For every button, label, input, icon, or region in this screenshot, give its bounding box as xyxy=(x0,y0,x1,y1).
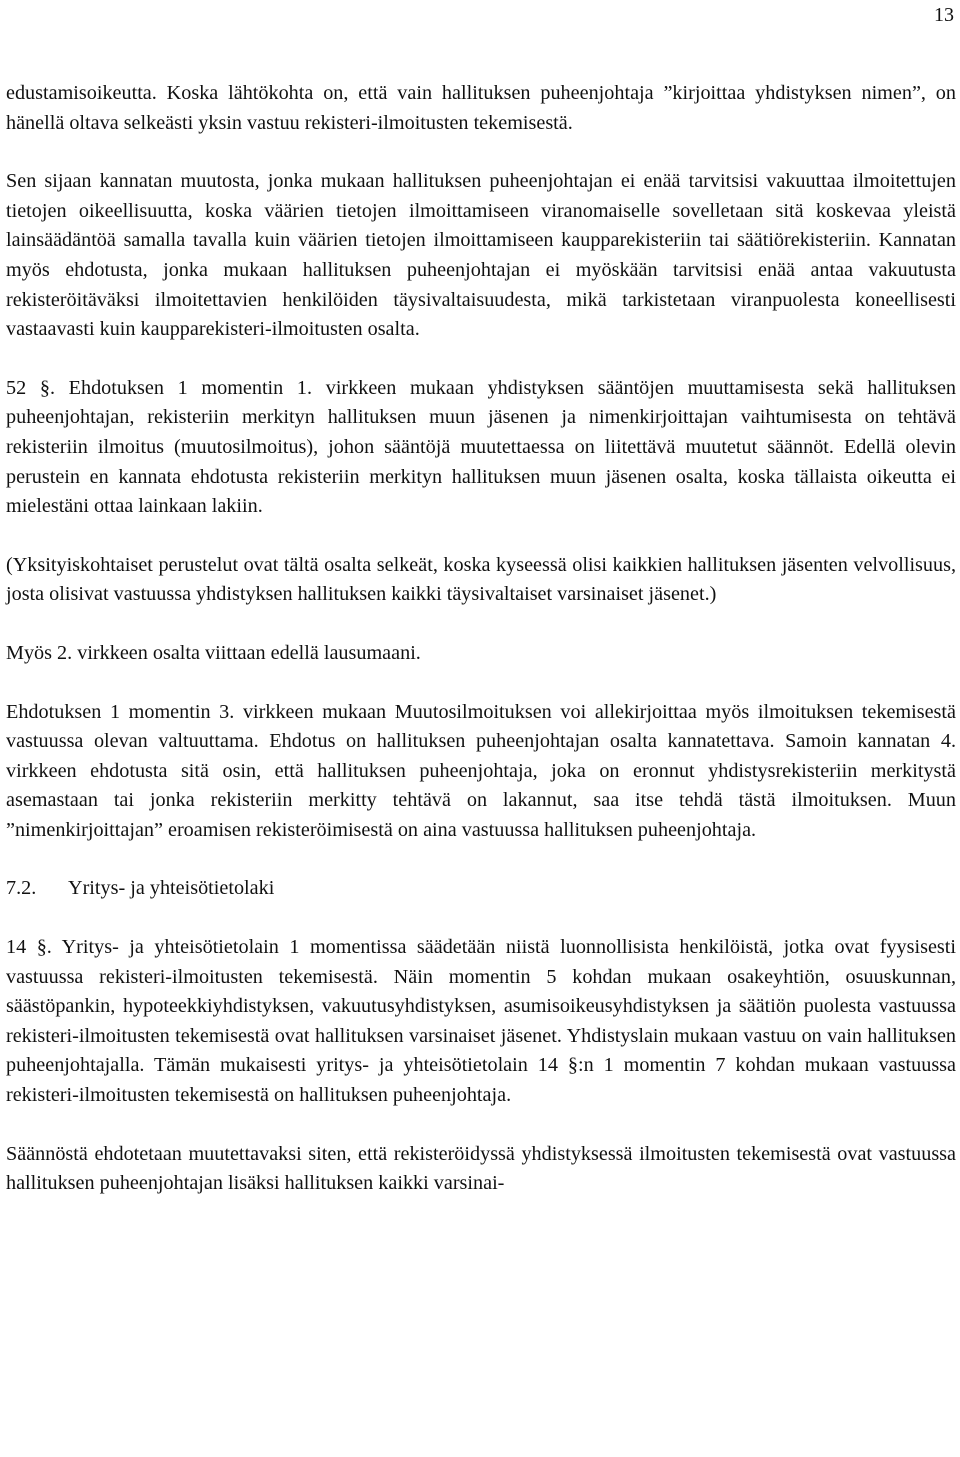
paragraph-14-section: 14 §. Yritys- ja yhteisötietolain 1 momentissa säädetään niistä luonnollisista henkilöistä, jotka ovat fyysisesti vastuussa rekisteri-ilmoitusten tekemisestä. Näin momentin 5 kohdan mukaan osakeyhtiön, osuuskunnan, säästöpankin, hypoteekkiyhdistyksen, vakuutusyhdistyksen, asumisoikeusyhdistyksen ja säätiön puolesta vastuussa rekisteri-ilmoitusten tekemisestä ovat hallituksen varsinaiset jäsenet. Yhdistyslain mukaan vastuu on vain hallituksen puheenjohtajalla. Tämän mukaisesti yritys- ja yhteisötietolain 14 §:n 1 momentin 7 kohdan mukaan vastuussa rekisteri-ilmoitusten tekemisestä on hallituksen puheenjohtaja. xyxy=(6,936,956,1107)
page-number: 13 xyxy=(934,4,954,26)
paragraph-momentin-3-virkkeen: Ehdotuksen 1 momentin 3. virkkeen mukaan Muutosilmoituksen voi allekirjoittaa myös ilmoituksen tekemisestä vastuussa olevan valtuuttama. Ehdotus on hallituksen puheenjohtajan osalta kannatettava. Samoin kannatan 4. virkkeen ehdotusta sitä osin, että hallituksen puheenjohtaja, joka on eronnut yhdistysrekisteriin merkitystä asemastaan tai jonka rekisteriin merkitty tehtävä on lakannut, saa itse tehdä tästä ilmoituksen. Muun ”nimenkirjoittajan” eroamisen rekisteröimisestä on aina vastuussa hallituksen puheenjohtaja. xyxy=(6,700,956,841)
paragraph-perustelut: (Yksityiskohtaiset perustelut ovat tältä osalta selkeät, koska kyseessä olisi kaikkien hallituksen jäsenten velvollisuus, josta olisivat vastuussa yhdistyksen hallituksen kaikki täysivaltaiset varsinaiset jäsenet.) xyxy=(6,553,956,606)
paragraph-myos-2-virkkeen: Myös 2. virkkeen osalta viittaan edellä lausumaani. xyxy=(6,641,421,664)
section-heading-title: Yritys- ja yhteisötietolaki xyxy=(68,877,275,900)
paragraph-52-section: 52 §. Ehdotuksen 1 momentin 1. virkkeen mukaan yhdistyksen sääntöjen muuttamisesta sekä hallituksen puheenjohtajan, rekisteriin merkityn hallituksen muun jäsenen ja nimenkirjoittajan vaihtumisesta on tehtävä rekisteriin ilmoitus (muutosilmoitus), johon sääntöjä muutettaessa on liitettävä muutetut säännöt. Edellä olevin perustein en kannata ehdotusta rekisteriin merkityn hallituksen muun jäsenen osalta, koska tällaista oikeutta ei mielestäni ottaa lainkaan lakiin. xyxy=(6,376,956,518)
paragraph-intro-continuation: edustamisoikeutta. Koska lähtökohta on, että vain hallituksen puheenjohtaja ”kirjoittaa yhdistyksen nimen”, on hänellä oltava selkeästi yksin vastuu rekisteri-ilmoitusten tekemisestä. xyxy=(6,82,956,134)
paragraph-vakuutus: Sen sijaan kannatan muutosta, jonka mukaan hallituksen puheenjohtajan ei enää tarvitsisi vakuuttaa ilmoitettujen tietojen oikeellisuutta, koska väärien tietojen ilmoittamiseen viranomaiselle sovelletaan sitä koskevaa yleistä lainsäädäntöä samalla tavalla kuin väärien tietojen ilmoittamiseen kaupparekisteriin tai säätiörekisteriin. Kannatan myös ehdotusta, jonka mukaan hallituksen puheenjohtajan ei myöskään tarvitsisi enää antaa vakuutusta rekisteröitäväksi ilmoitettavien henkilöiden täysivaltaisuudesta, mikä tarkistetaan viranpuolesta koneellisesti vastaavasti kuin kaupparekisteri-ilmoitusten osalta. xyxy=(6,170,956,341)
section-heading-number: 7.2. xyxy=(6,877,37,900)
paragraph-saannos-muutos: Säännöstä ehdotetaan muutettavaksi siten, että rekisteröidyssä yhdistyksessä ilmoitusten tekemisestä ovat vastuussa hallituksen puheenjohtajan lisäksi hallituksen kaikki varsinai- xyxy=(6,1142,956,1195)
document-body xyxy=(6,79,956,1199)
section-heading xyxy=(6,874,956,904)
